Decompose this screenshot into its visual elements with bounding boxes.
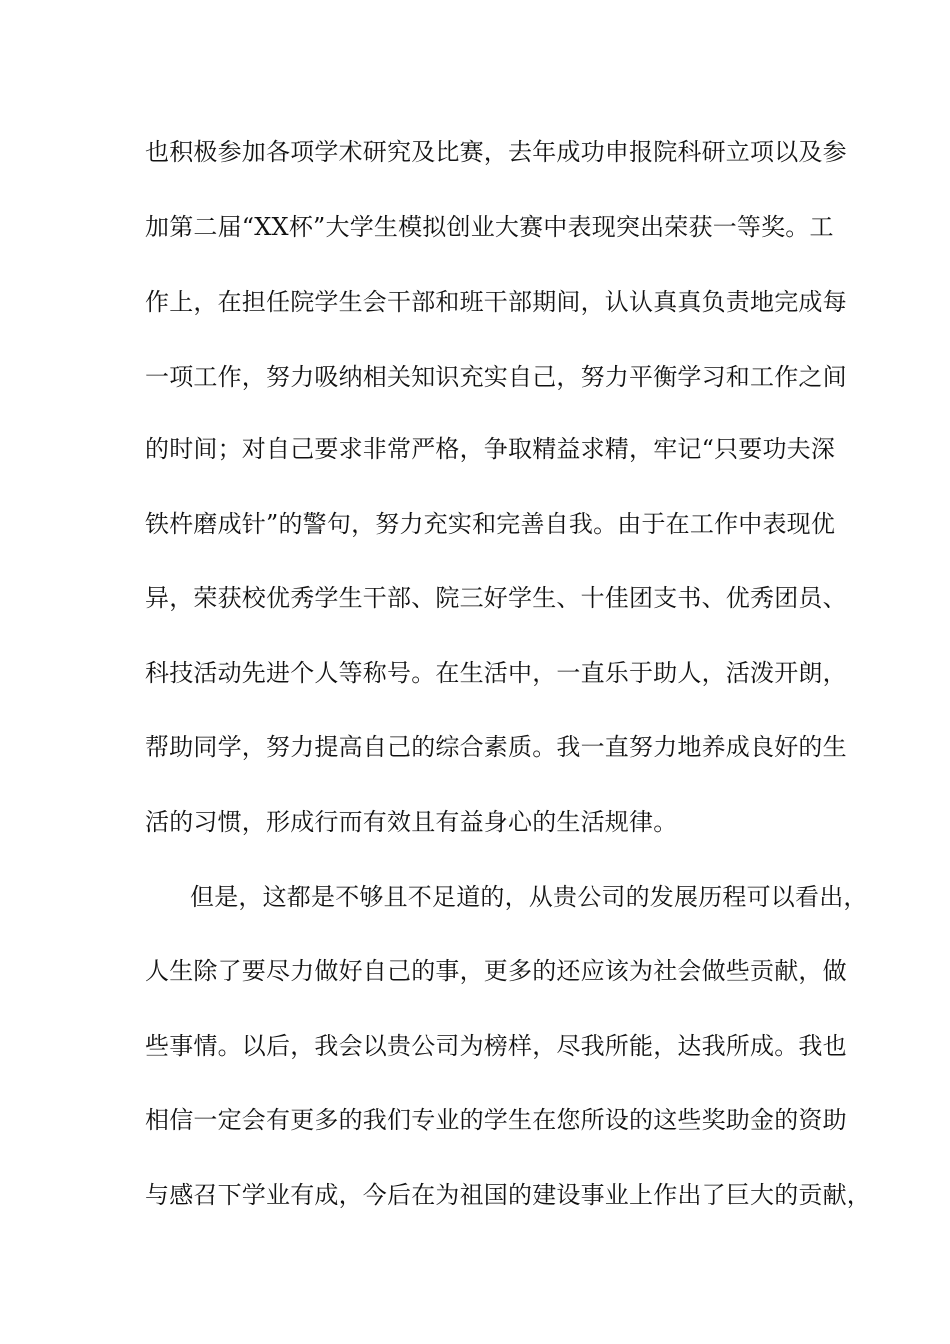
text-line: 一项工作，努力吸纳相关知识充实自己，努力平衡学习和工作之间 (145, 363, 847, 391)
text-line: 活的习惯，形成行而有效且有益身心的生活规律。 (145, 808, 678, 836)
text-line: 些事情。以后，我会以贵公司为榜样，尽我所能，达我所成。我也 (145, 1032, 847, 1060)
text-line: 的时间；对自己要求非常严格，争取精益求精，牢记“只要功夫深 (145, 435, 836, 463)
text-line: 作上，在担任院学生会干部和班干部期间，认认真真负责地完成每 (145, 288, 847, 316)
text-line: 帮助同学，努力提高自己的综合素质。我一直努力地养成良好的生 (145, 733, 847, 761)
text-line: 铁杵磨成针”的警句，努力充实和完善自我。由于在工作中表现优 (145, 510, 836, 538)
text-line: 科技活动先进个人等称号。在生活中，一直乐于助人，活泼开朗， (145, 659, 847, 687)
text-line: 加第二届“XX杯”大学生模拟创业大赛中表现突出荣获一等奖。工 (145, 213, 834, 241)
text-line: 人生除了要尽力做好自己的事，更多的还应该为社会做些贡献，做 (145, 957, 847, 985)
text-line: 与感召下学业有成，今后在为祖国的建设事业上作出了巨大的贡献， (145, 1181, 871, 1209)
text-line: 也积极参加各项学术研究及比赛，去年成功申报院科研立项以及参 (145, 138, 847, 166)
text-line: 相信一定会有更多的我们专业的学生在您所设的这些奖助金的资助 (145, 1106, 847, 1134)
paragraph-first-line: 但是，这都是不够且不足道的，从贵公司的发展历程可以看出， (190, 883, 868, 911)
text-line: 异，荣获校优秀学生干部、院三好学生、十佳团支书、优秀团员、 (145, 584, 847, 612)
